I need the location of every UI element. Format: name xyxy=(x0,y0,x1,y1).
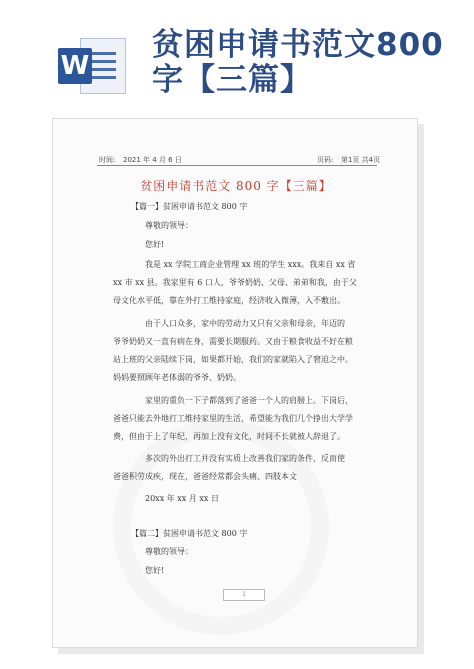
page-label: 页码: xyxy=(317,156,334,164)
paragraph-line: 爸爸积劳成疾，现在，爸爸经常都会头痛、四肢本文 xyxy=(113,472,297,481)
time-value: 2021 年 4 月 6 日 xyxy=(123,156,182,164)
section-heading: 【篇一】贫困申请书范文 800 字 xyxy=(131,202,248,211)
section-heading: 【篇二】贫困申请书范文 800 字 xyxy=(131,529,248,538)
word-letter-badge: W xyxy=(58,48,92,84)
header-rule xyxy=(97,165,377,166)
paragraph-line: 站上班的父亲陆续下岗，如果都开始，我们的家就陷入了窘迫之中。 xyxy=(113,355,353,364)
paragraph-line: xx 市 xx 县。我家里有 6 口人，爷爷奶奶、父母、弟弟和我，由于父 xyxy=(113,278,357,287)
salutation: 尊敬的领导： xyxy=(145,547,193,556)
document-title: 贫困申请书范文 800 字【三篇】 xyxy=(140,179,332,193)
page-title: 贫困申请书范文800字【三篇】 xyxy=(152,27,444,98)
paragraph-line: 母文化水平低，靠在外打工维持家庭，经济收入微薄，入不敷出。 xyxy=(113,296,345,305)
paragraph-line: 我是 xx 学院工商企业管理 xx 班的学生 xxx。我来自 xx 省 xyxy=(145,260,356,269)
paragraph-line: 妈妈要照顾年老体弱的爷爷、奶奶。 xyxy=(113,373,241,382)
word-document-icon xyxy=(58,38,128,94)
paragraph-line: 由于人口众多，家中的劳动力又只有父亲和母亲，年迈的 xyxy=(145,319,345,328)
paragraph-line: 家里的重负一下子都落到了爸爸一个人的肩膀上。下岗后， xyxy=(145,396,353,405)
paragraph-line: 爷爷奶奶又一直有病在身，需要长期服药。又由于粮食收益不好在粮 xyxy=(113,337,353,346)
document-page xyxy=(52,118,418,648)
salutation: 尊敬的领导： xyxy=(145,221,193,230)
header-band xyxy=(0,0,474,118)
greeting: 您好! xyxy=(145,240,165,249)
paragraph-line: 多次的外出打工并没有实质上改善我们家的条件，反而使 xyxy=(145,454,345,463)
greeting: 您好! xyxy=(145,566,165,575)
page-number-indicator: 1 xyxy=(223,589,265,601)
time-label: 时间: xyxy=(99,156,116,164)
watermark-decoration xyxy=(113,419,329,635)
page-value: 第1页 共4页 xyxy=(341,156,381,164)
date-line: 20xx 年 xx 月 xx 日 xyxy=(145,494,219,503)
paragraph-line: 爸爸只能去外地打工维持家里的生活，希望能为我们几个挣出大学学 xyxy=(113,414,353,423)
paragraph-line: 费，但由于上了年纪，再加上没有文化，时间不长就被人辞退了。 xyxy=(113,432,345,441)
